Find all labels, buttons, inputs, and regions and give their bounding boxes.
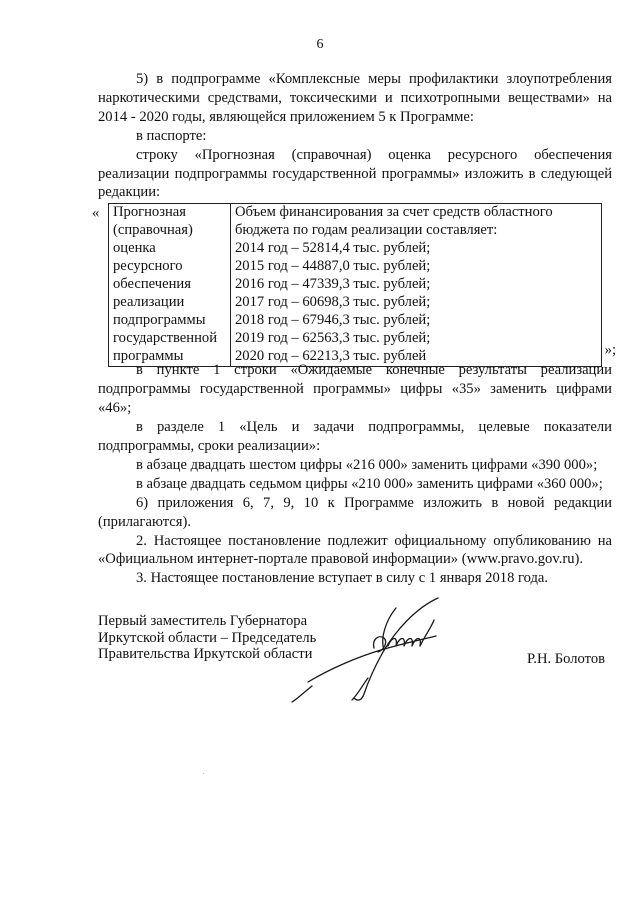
paragraph-section-1: в разделе 1 «Цель и задачи подпрограммы, целевые показатели подпрограммы, сроки реализации»: (98, 419, 612, 454)
opening-quote: « (92, 205, 100, 222)
signatory-title-line: Первый заместитель Губернатора (98, 613, 308, 629)
label-line: обеспечения (113, 275, 191, 292)
paragraph-effective-date: 3. Настоящее постановление вступает в силу с 1 января 2018 года. (136, 570, 549, 587)
paragraph-abzac-27: в абзаце двадцать седьмом цифры «210 000» заменить цифрами «360 000»; (136, 475, 603, 492)
handwritten-signature (288, 590, 448, 705)
value-line: 2017 год – 60698,3 тыс. рублей; (235, 293, 431, 310)
value-line: 2014 год – 52814,4 тыс. рублей; (235, 240, 431, 257)
value-line: 2019 год – 62563,3 тыс. рублей; (235, 329, 431, 346)
label-line: государственной (113, 329, 218, 346)
signer-name: Р.Н. Болотов (527, 651, 606, 667)
value-line: 2018 год – 67946,3 тыс. рублей; (235, 311, 431, 328)
table-cell-values (231, 204, 602, 366)
signatory-title-line: Иркутской области – Председатель (98, 629, 317, 646)
signatory-title (98, 613, 316, 663)
paragraph-line-replace: строку «Прогнозная (справочная) оценка ресурсного обеспечения реализации подпрограммы государственной программы» изложить в следующей редакции: (98, 146, 612, 201)
signatory-title-line: Правительства Иркутской области (98, 646, 313, 663)
value-line: бюджета по годам реализации составляет: (235, 222, 498, 239)
paragraph-passport: в паспорте: (136, 127, 207, 144)
financing-table-block (92, 203, 616, 364)
label-line: подпрограммы (113, 311, 206, 328)
label-line: ресурсного (113, 258, 183, 275)
page-number: 6 (316, 37, 324, 52)
value-line: 2016 год – 47339,3 тыс. рублей; (235, 275, 431, 292)
document-body (92, 70, 616, 588)
value-line: 2020 год – 62213,3 тыс. рублей (235, 347, 427, 364)
paragraph-subprogram-5: 5) в подпрограмме «Комплексные меры профилактики злоупотребления наркотическими средствами, токсическими и психотропными веществами» на 2014 - 2020 годы, являющейся приложением 5 к Программе: (98, 71, 612, 125)
paragraph-point-1: в пункте 1 строки «Ожидаемые конечные результаты реализации подпрограммы государственной программы» цифры «35» заменить цифрами «46»; (98, 362, 612, 417)
paragraph-appendices-6: 6) приложения 6, 7, 9, 10 к Программе изложить в новой редакции (прилагаются). (98, 494, 612, 530)
closing-quote: »; (604, 342, 616, 359)
paragraph-abzac-26: в абзаце двадцать шестом цифры «216 000» заменить цифрами «390 000»; (136, 456, 598, 473)
financing-table (108, 203, 602, 366)
label-line: оценка (113, 240, 156, 257)
value-line: 2015 год – 44887,0 тыс. рублей; (235, 258, 431, 275)
label-line: реализации (113, 293, 185, 310)
label-line: программы (113, 347, 184, 364)
table-cell-label (109, 204, 231, 366)
paragraph-publication: 2. Настоящее постановление подлежит официальному опубликованию на «Официальном интернет-портале правовой информации» (www.pravo.gov.ru). (98, 532, 612, 568)
label-line: (справочная) (113, 222, 193, 239)
scan-speck (203, 773, 204, 774)
label-line: Прогнозная (113, 204, 186, 221)
value-line: Объем финансирования за счет средств областного (235, 204, 553, 221)
table-row (109, 204, 602, 366)
